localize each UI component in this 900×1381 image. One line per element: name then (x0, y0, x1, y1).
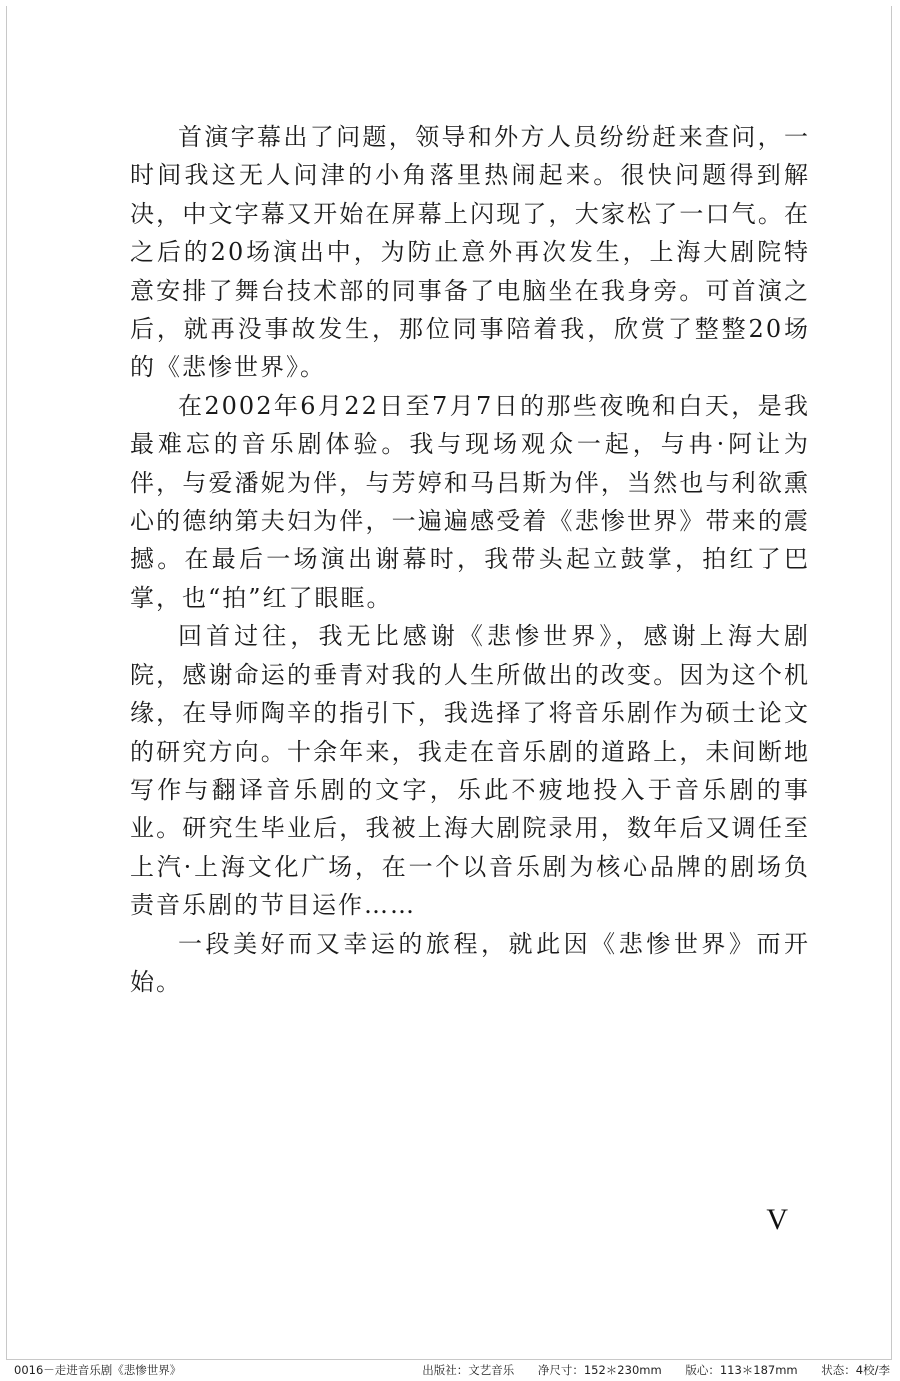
page-number: V (766, 1203, 788, 1236)
slug-trim-size: 净尺寸：152＊230mm (537, 1363, 662, 1377)
paragraph: 首演字幕出了问题，领导和外方人员纷纷赶来查问，一时间我这无人问津的小角落里热闹起来。很快问题得到解决，中文字幕又开始在屏幕上闪现了，大家松了一口气。在之后的20场演出中，为防止意外再次发生，上海大剧院特意安排了舞台技术部的同事备了电脑坐在我身旁。可首演之后，就再没事故发生，那位同事陪着我，欣赏了整整20场的《悲惨世界》。 (130, 123, 810, 382)
paragraph: 一段美好而又幸运的旅程，就此因《悲惨世界》而开始。 (130, 929, 810, 996)
body-text (130, 118, 810, 1001)
slug-specs (402, 1360, 890, 1381)
slug-job-title: 0016－走进音乐剧《悲惨世界》 (14, 1363, 182, 1377)
slug-status: 状态：4校/李 (821, 1363, 890, 1377)
slug-publisher: 出版社：文艺音乐 (422, 1363, 515, 1377)
paragraph: 回首过往，我无比感谢《悲惨世界》，感谢上海大剧院，感谢命运的垂青对我的人生所做出的改变。因为这个机缘，在导师陶辛的指引下，我选择了将音乐剧作为硕士论文的研究方向。十余年来，我走在音乐剧的道路上，未间断地写作与翻译音乐剧的文字，乐此不疲地投入于音乐剧的事业。研究生毕业后，我被上海大剧院录用，数年后又调任至上汽·上海文化广场，在一个以音乐剧为核心品牌的剧场负责音乐剧的节目运作…… (130, 622, 810, 920)
paragraph: 在2002年6月22日至7月7日的那些夜晚和白天，是我最难忘的音乐剧体验。我与现场观众一起，与冉·阿让为伴，与爱潘妮为伴，与芳婷和马吕斯为伴，当然也与利欲熏心的德纳第夫妇为伴，一遍遍感受着《悲惨世界》带来的震撼。在最后一场演出谢幕时，我带头起立鼓掌，拍红了巴掌，也“拍”红了眼眶。 (130, 391, 810, 612)
print-slug (0, 1360, 900, 1381)
slug-type-area: 版心：113＊187mm (685, 1363, 798, 1377)
